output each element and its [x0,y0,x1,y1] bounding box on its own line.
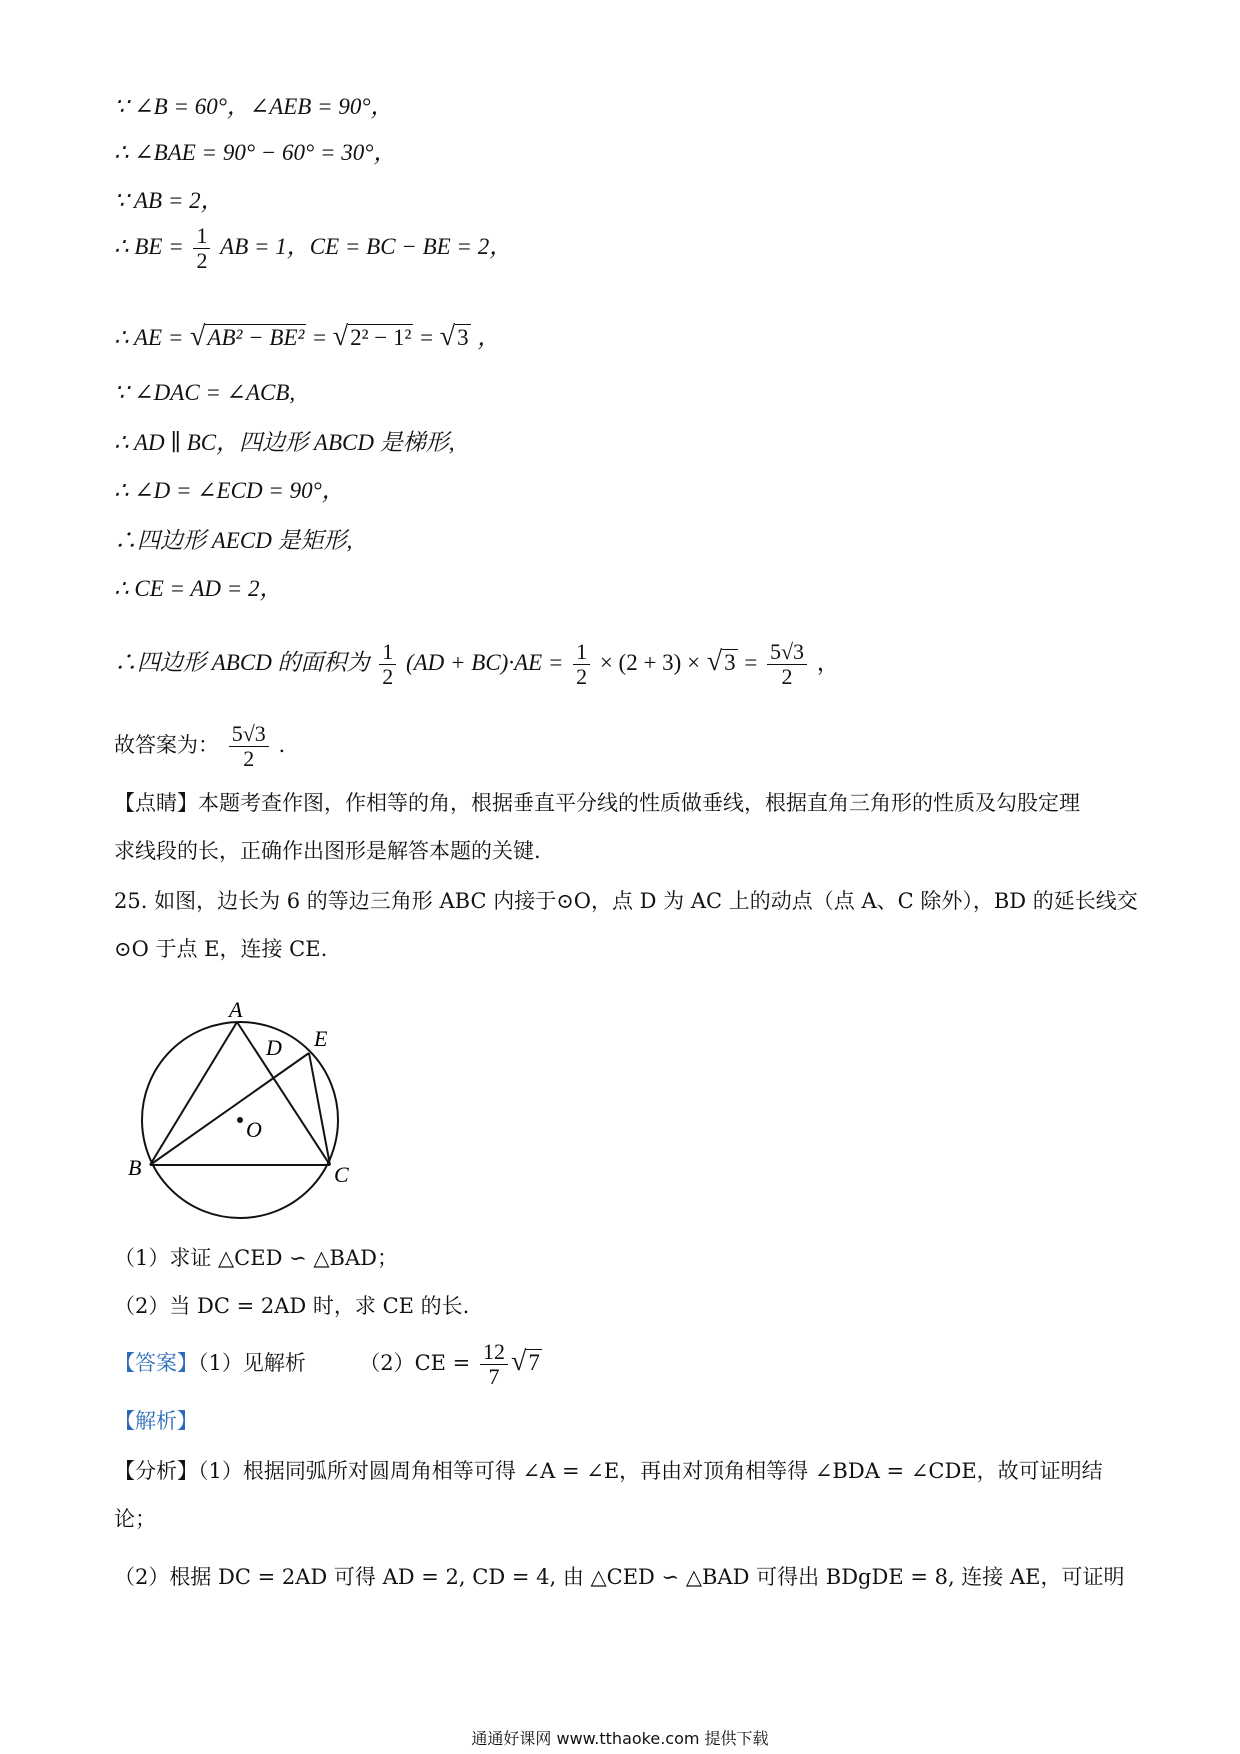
center-point [237,1117,243,1123]
proof-line-10: ∴ CE = AD = 2， [114,576,283,601]
fraction-answer: $\frac{5√3}{2}$ [229,722,269,771]
fraction-half-2: $\frac{1}{2}$ [379,640,396,689]
question-line-2: ⊙O 于点 E，连接 CE. [114,937,328,961]
part-1-line: （1）求证 △CED ∽ △BAD； [114,1246,398,1270]
part-2-line: （2）当 DC = 2AD 时，求 CE 的长. [114,1294,470,1318]
segment-ab [150,1022,237,1165]
label-o: O [246,1117,262,1142]
sqrt-numbers: √2² − 1² [332,321,412,352]
fraction-ce: $\frac{12}{7}$ [480,1340,508,1389]
proof-line-2: ∴ ∠BAE = 90° − 60° = 30°， [114,140,397,165]
proof-line-4: ∴ BE = $\frac{1}{2}$ AB = 1，CE = BC − BE = 2， [114,223,513,273]
proof-line-5: ∴ AE = √AB² − BE² = √2² − 1² = √3 ， [114,321,501,352]
analysis-heading: 【解析】 [114,1409,198,1433]
sqrt-ab-be: √AB² − BE² [190,321,305,352]
label-e: E [314,1026,328,1051]
fraction-result: $\frac{5√3}{2}$ [767,640,807,689]
analysis-line-1: 【分析】（1）根据同弧所对圆周角相等可得 ∠A = ∠E，再由对顶角相等得 ∠BDA = ∠CDE，故可证明结 [114,1459,1103,1483]
answer-line: 故答案为： $\frac{5√3}{2}$ . [114,721,286,771]
proof-line-1: ∵ ∠B = 60°，∠AEB = 90°， [114,94,394,119]
proof-line-9: ∴四边形 AECD 是矩形, [114,528,353,553]
sqrt-three: √3 [439,321,469,352]
proof-line-3: ∵ AB = 2， [114,188,224,213]
answer-summary-line: 【答案】（1）见解析 （2）CE = $\frac{12}{7}$ √7 [114,1339,540,1389]
analysis-line-3: （2）根据 DC = 2AD 可得 AD = 2, CD = 4, 由 △CED ∽ △BAD 可得出 BDgDE = 8, 连接 AE，可证明 [114,1565,1125,1589]
analysis-line-2: 论； [114,1507,156,1531]
label-c: C [334,1162,349,1187]
segment-be [150,1053,309,1165]
comment-line-1: 【点睛】本题考查作图，作相等的角，根据垂直平分线的性质做垂线，根据直角三角形的性质及勾股定理 [114,791,1080,815]
page-footer: 通通好课网 www.tthaoke.com 提供下载 [471,1729,769,1748]
label-d: D [266,1035,282,1060]
sqrt-three-2: √3 [706,646,736,677]
proof-line-8: ∴ ∠D = ∠ECD = 90°， [114,478,345,503]
fraction-half-3: $\frac{1}{2}$ [573,640,590,689]
geometry-figure [120,995,380,1225]
question-line-1: 25. 如图，边长为 6 的等边三角形 ABC 内接于⊙O，点 D 为 AC 上的动点（点 A、C 除外），BD 的延长线交 [114,889,1138,913]
label-b: B [128,1155,142,1180]
proof-line-11: ∴四边形 ABCD 的面积为 $\frac{1}{2}$ (AD + BC)·AE = $\frac{1}{2}$ × (2 + 3) × √3 = $\frac{5√3}{2}$ ， [114,639,840,689]
label-a: A [229,997,243,1022]
fraction-half: $\frac{1}{2}$ [193,224,210,273]
proof-line-6: ∵ ∠DAC = ∠ACB, [114,380,296,405]
sqrt-seven: √7 [510,1346,540,1377]
comment-line-2: 求线段的长，正确作出图形是解答本题的关键. [114,839,541,863]
proof-line-7: ∴ AD ∥ BC，四边形 ABCD 是梯形, [114,430,455,455]
